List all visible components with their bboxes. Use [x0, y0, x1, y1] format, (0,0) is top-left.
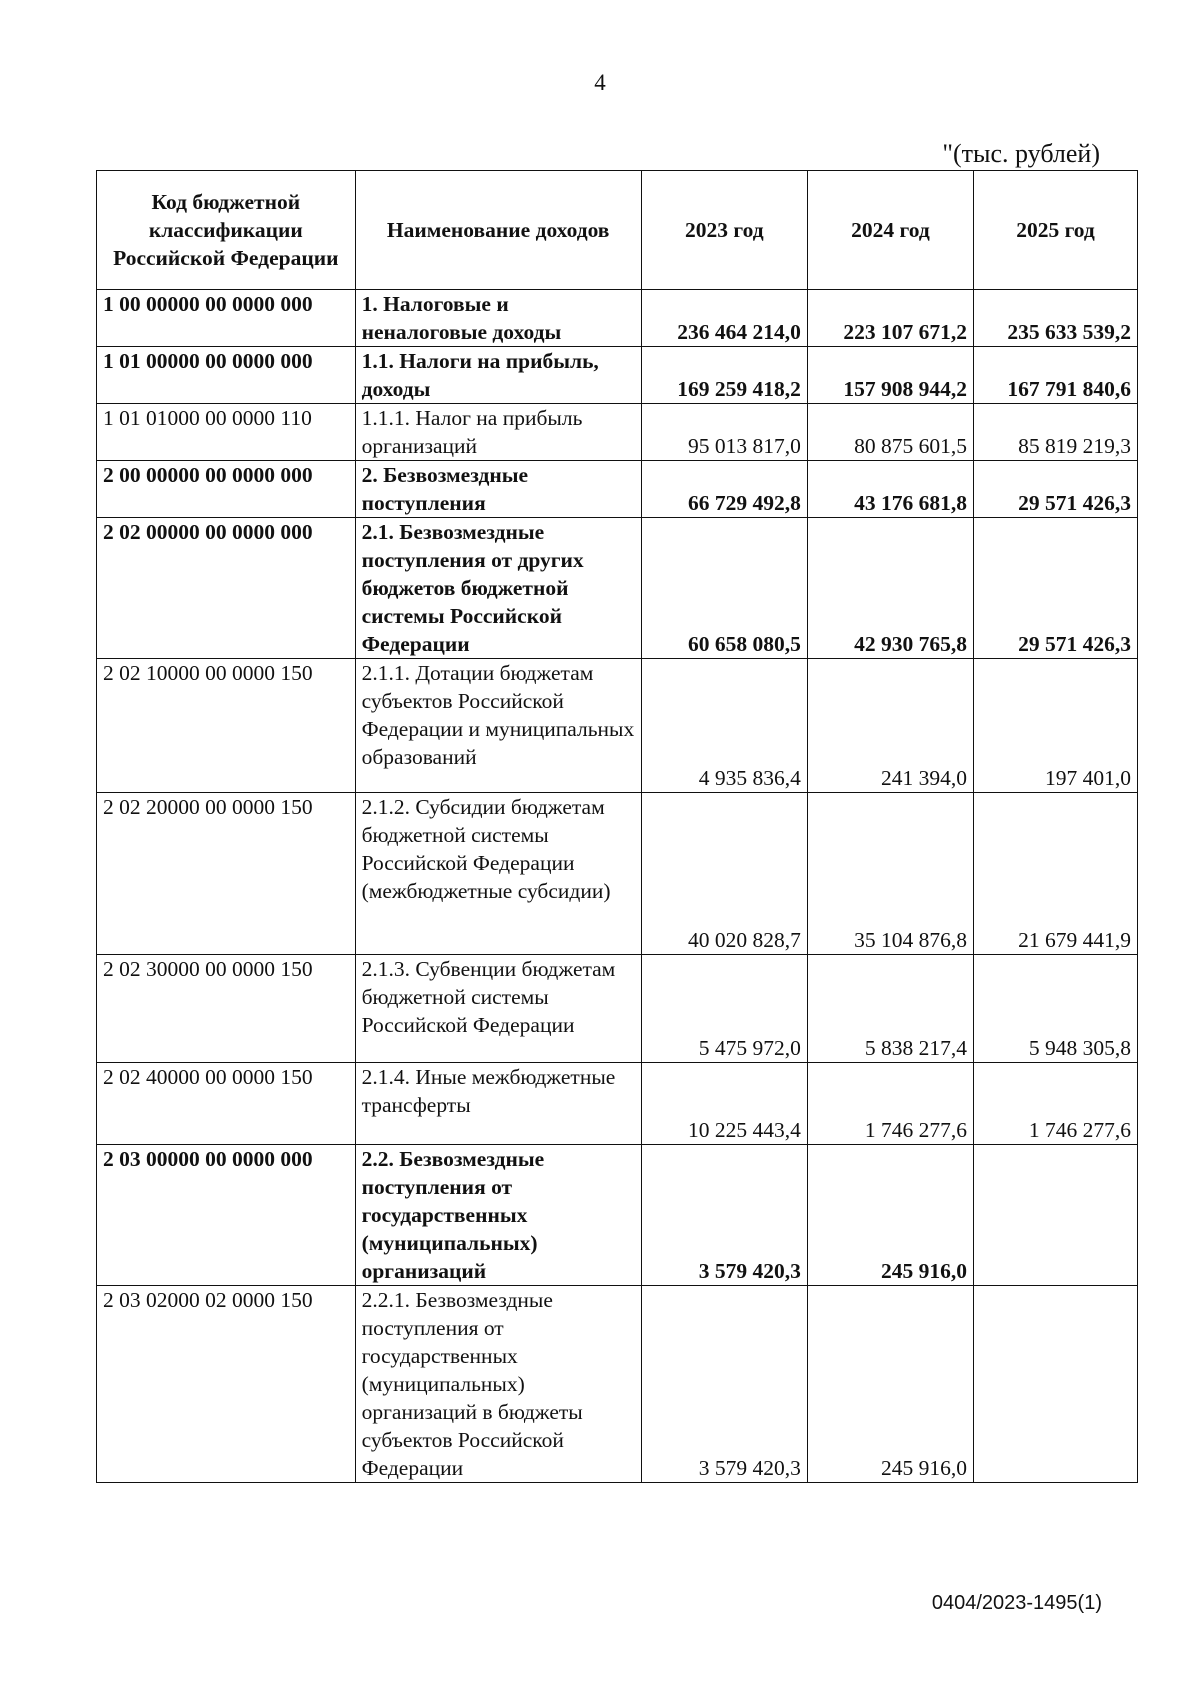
- row-value-2024: 157 908 944,2: [807, 347, 973, 404]
- row-name: 1.1. Налоги на прибыль, доходы: [355, 347, 641, 404]
- row-code: 1 01 00000 00 0000 000: [97, 347, 356, 404]
- row-value-2025: 197 401,0: [974, 659, 1138, 793]
- row-value-2023: 40 020 828,7: [641, 793, 807, 955]
- row-value-2025: 235 633 539,2: [974, 290, 1138, 347]
- header-2025: 2025 год: [974, 171, 1138, 290]
- row-code: 2 00 00000 00 0000 000: [97, 461, 356, 518]
- table-row: [97, 1063, 1138, 1145]
- row-name: 2.1. Безвозмездные поступления от других бюджетов бюджетной системы Российской Федерации: [355, 518, 641, 659]
- row-name: 2.2.1. Безвозмездные поступления от государственных (муниципальных) организаций в бюджеты субъектов Российской Федерации: [355, 1286, 641, 1483]
- header-2023: 2023 год: [641, 171, 807, 290]
- row-code: 2 03 02000 02 0000 150: [97, 1286, 356, 1483]
- table-row: [97, 347, 1138, 404]
- row-value-2023: 169 259 418,2: [641, 347, 807, 404]
- row-value-2024: 35 104 876,8: [807, 793, 973, 955]
- row-value-2025: 29 571 426,3: [974, 461, 1138, 518]
- row-value-2024: 245 916,0: [807, 1286, 973, 1483]
- row-value-2024: 80 875 601,5: [807, 404, 973, 461]
- row-name: 2. Безвозмездные поступления: [355, 461, 641, 518]
- row-name: 2.2. Безвозмездные поступления от государственных (муниципальных) организаций: [355, 1145, 641, 1286]
- row-value-2024: 5 838 217,4: [807, 955, 973, 1063]
- row-value-2023: 3 579 420,3: [641, 1145, 807, 1286]
- row-value-2023: 236 464 214,0: [641, 290, 807, 347]
- header-code: Код бюджетной классификации Российской Федерации: [97, 171, 356, 290]
- header-2024: 2024 год: [807, 171, 973, 290]
- row-value-2025: 21 679 441,9: [974, 793, 1138, 955]
- row-name: 2.1.2. Субсидии бюджетам бюджетной системы Российской Федерации (межбюджетные субсидии): [355, 793, 641, 955]
- row-value-2025: 1 746 277,6: [974, 1063, 1138, 1145]
- row-value-2024: 1 746 277,6: [807, 1063, 973, 1145]
- row-code: 1 00 00000 00 0000 000: [97, 290, 356, 347]
- row-name: 2.1.1. Дотации бюджетам субъектов Российской Федерации и муниципальных образований: [355, 659, 641, 793]
- table-header-row: [97, 171, 1138, 290]
- document-number: 0404/2023-1495(1): [931, 1592, 1102, 1614]
- row-code: 2 02 30000 00 0000 150: [97, 955, 356, 1063]
- table-row: [97, 518, 1138, 659]
- row-value-2024: 223 107 671,2: [807, 290, 973, 347]
- row-value-2025: 85 819 219,3: [974, 404, 1138, 461]
- row-value-2023: 95 013 817,0: [641, 404, 807, 461]
- row-name: 1.1.1. Налог на прибыль организаций: [355, 404, 641, 461]
- row-value-2025: 167 791 840,6: [974, 347, 1138, 404]
- row-value-2023: 66 729 492,8: [641, 461, 807, 518]
- row-value-2025: [974, 1145, 1138, 1286]
- row-value-2024: 245 916,0: [807, 1145, 973, 1286]
- row-value-2023: 3 579 420,3: [641, 1286, 807, 1483]
- row-code: 1 01 01000 00 0000 110: [97, 404, 356, 461]
- row-value-2023: 60 658 080,5: [641, 518, 807, 659]
- row-value-2024: 43 176 681,8: [807, 461, 973, 518]
- row-name: 1. Налоговые и неналоговые доходы: [355, 290, 641, 347]
- row-value-2024: 42 930 765,8: [807, 518, 973, 659]
- table-row: [97, 290, 1138, 347]
- table-row: [97, 461, 1138, 518]
- table-row: [97, 793, 1138, 955]
- page-number: 4: [594, 70, 606, 95]
- revenue-table: [96, 170, 1138, 1483]
- row-value-2023: 5 475 972,0: [641, 955, 807, 1063]
- row-code: 2 02 20000 00 0000 150: [97, 793, 356, 955]
- table-row: [97, 955, 1138, 1063]
- row-value-2025: [974, 1286, 1138, 1483]
- row-name: 2.1.3. Субвенции бюджетам бюджетной системы Российской Федерации: [355, 955, 641, 1063]
- header-name: Наименование доходов: [355, 171, 641, 290]
- row-code: 2 03 00000 00 0000 000: [97, 1145, 356, 1286]
- table-row: [97, 404, 1138, 461]
- row-name: 2.1.4. Иные межбюджетные трансферты: [355, 1063, 641, 1145]
- table-row: [97, 1286, 1138, 1483]
- row-code: 2 02 40000 00 0000 150: [97, 1063, 356, 1145]
- row-code: 2 02 10000 00 0000 150: [97, 659, 356, 793]
- table-row: [97, 659, 1138, 793]
- row-value-2023: 10 225 443,4: [641, 1063, 807, 1145]
- row-value-2025: 29 571 426,3: [974, 518, 1138, 659]
- row-value-2023: 4 935 836,4: [641, 659, 807, 793]
- row-value-2024: 241 394,0: [807, 659, 973, 793]
- units-label: "(тыс. рублей): [942, 139, 1100, 168]
- table-row: [97, 1145, 1138, 1286]
- row-value-2025: 5 948 305,8: [974, 955, 1138, 1063]
- row-code: 2 02 00000 00 0000 000: [97, 518, 356, 659]
